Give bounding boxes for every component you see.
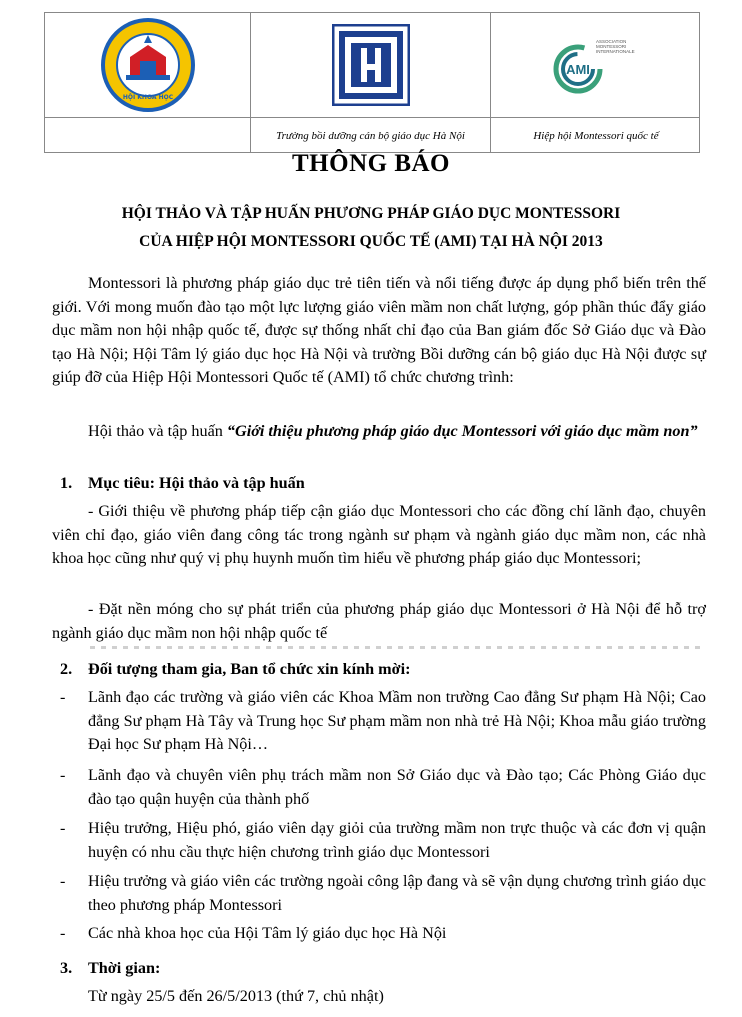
faint-bleed-through-line: [90, 646, 700, 649]
section-2-title: Đối tượng tham gia, Ban tổ chức xin kính mời:: [88, 660, 411, 678]
hoi-tam-ly-logo-cell: [45, 13, 250, 117]
hoi-tam-ly-logo-icon: [100, 17, 196, 113]
ami-caption: Hiệp hội Montessori quốc tế: [533, 130, 659, 142]
bullet-dash: -: [60, 766, 66, 784]
section-1-p2-text: - Đặt nền móng cho sự phát triển của phương pháp giáo dục Montessori ở Hà Nội để hỗ trợ ngành giáo dục mầm non hội nhập quốc tế: [52, 600, 706, 642]
svg-text:AMI: AMI: [566, 62, 590, 77]
svg-text:ASSOCIATION: ASSOCIATION: [596, 39, 627, 44]
list-item: [52, 764, 706, 811]
svg-text:HỘI KHOA HỌC: HỘI KHOA HỌC: [122, 94, 173, 101]
workshop-title: “Giới thiệu phương pháp giáo dục Montessori với giáo dục mầm non”: [226, 422, 698, 440]
workshop-prefix: Hội thảo và tập huấn: [88, 422, 227, 440]
section-3-text: Từ ngày 25/5 đến 26/5/2013 (thứ 7, chủ nhật): [88, 987, 384, 1005]
section-3-title: Thời gian:: [88, 959, 161, 977]
workshop-paragraph: [52, 420, 706, 444]
logo-header-table: [44, 12, 700, 153]
section-1-title: Mục tiêu: Hội thảo và tập huấn: [88, 474, 305, 492]
subtitle-line-2: CỦA HIỆP HỘI MONTESSORI QUỐC TẾ (AMI) TẠI HÀ NỘI 2013: [139, 233, 603, 250]
section-1-p1-text: - Giới thiệu về phương pháp tiếp cận giáo dục Montessori cho các đồng chí lãnh đạo, chuyên viên chỉ đạo, giáo viên đang công tác trong ngành sư phạm và ngành giáo dục mầm non, các nhà khoa học cũng như quý vị phụ huynh muốn tìm hiểu về phương pháp giáo dục Montessori;: [52, 502, 706, 567]
list-item-text: Các nhà khoa học của Hội Tâm lý giáo dục học Hà Nội: [88, 924, 447, 942]
svg-text:MONTESSORI: MONTESSORI: [596, 44, 627, 49]
intro-text: Montessori là phương pháp giáo dục trẻ tiên tiến và nổi tiếng được áp dụng phổ biến trên thế giới. Với mong muốn đào tạo một lực lượng giáo viên mầm non chất lượng, góp phần thúc đẩy giáo dục mầm non hội nhập quốc tế, được sự thống nhất chỉ đạo của Ban giám đốc Sở Giáo dục và Đào tạo Hà Nội; Hội Tâm lý giáo dục học Hà Nội và trường Bồi dưỡng cán bộ giáo dục Hà Nội được sự giúp đỡ của Hiệp Hội Montessori Quốc tế (AMI) tổ chức chương trình:: [52, 274, 706, 386]
section-2-number: 2.: [60, 660, 73, 678]
ami-logo-cell: [491, 13, 701, 117]
list-item-text: Lãnh đạo các trường và giáo viên các Khoa Mầm non trường Cao đẳng Sư phạm Hà Nội; Cao đẳng Sư phạm Hà Tây và Trung học Sư phạm mầm non nhà trẻ Hà Nội; Khoa mẫu giáo trường Đại học Sư phạm Hà Nội…: [88, 688, 706, 753]
truong-bdcb-logo-icon: [332, 24, 410, 106]
list-item: [52, 922, 706, 946]
bullet-dash: -: [60, 872, 66, 890]
list-item-text: Hiệu trưởng và giáo viên các trường ngoài công lập đang và sẽ vận dụng chương trình giáo dục theo phương pháp Montessori: [88, 872, 706, 914]
svg-text:INTERNATIONALE: INTERNATIONALE: [596, 49, 635, 54]
bullet-dash: -: [60, 819, 66, 837]
section-1-paragraph-1: [52, 500, 706, 571]
bullet-dash: -: [60, 924, 66, 942]
section-1-heading: [60, 472, 305, 494]
list-item-text: Hiệu trưởng, Hiệu phó, giáo viên dạy giỏi của trường mầm non trực thuộc và các đơn vị quận huyện có nhu cầu thực hiện chương trình giáo dục Montessori: [88, 819, 706, 861]
subtitle-line-1: HỘI THẢO VÀ TẬP HUẤN PHƯƠNG PHÁP GIÁO DỤC MONTESSORI: [121, 205, 621, 222]
truong-bdcb-logo-cell: [251, 13, 490, 117]
section-1-number: 1.: [60, 474, 73, 492]
bullet-dash: -: [60, 688, 66, 706]
list-item: [52, 870, 706, 917]
section-3-paragraph: [52, 985, 706, 1009]
list-item-text: Lãnh đạo và chuyên viên phụ trách mầm non Sở Giáo dục và Đào tạo; Các Phòng Giáo dục đào tạo quận huyện của thành phố: [88, 766, 706, 808]
section-3-heading: [60, 957, 160, 979]
truong-bdcb-caption: Trường bồi dưỡng cán bộ giáo dục Hà Nội: [276, 130, 465, 142]
section-1-paragraph-2: [52, 598, 706, 645]
section-2-heading: [60, 658, 410, 680]
ami-logo-icon: [546, 29, 646, 101]
list-item: [52, 686, 706, 757]
section-3-number: 3.: [60, 959, 73, 977]
page-title: THÔNG BÁO: [292, 150, 450, 177]
intro-paragraph: [52, 272, 706, 390]
list-item: [52, 817, 706, 864]
